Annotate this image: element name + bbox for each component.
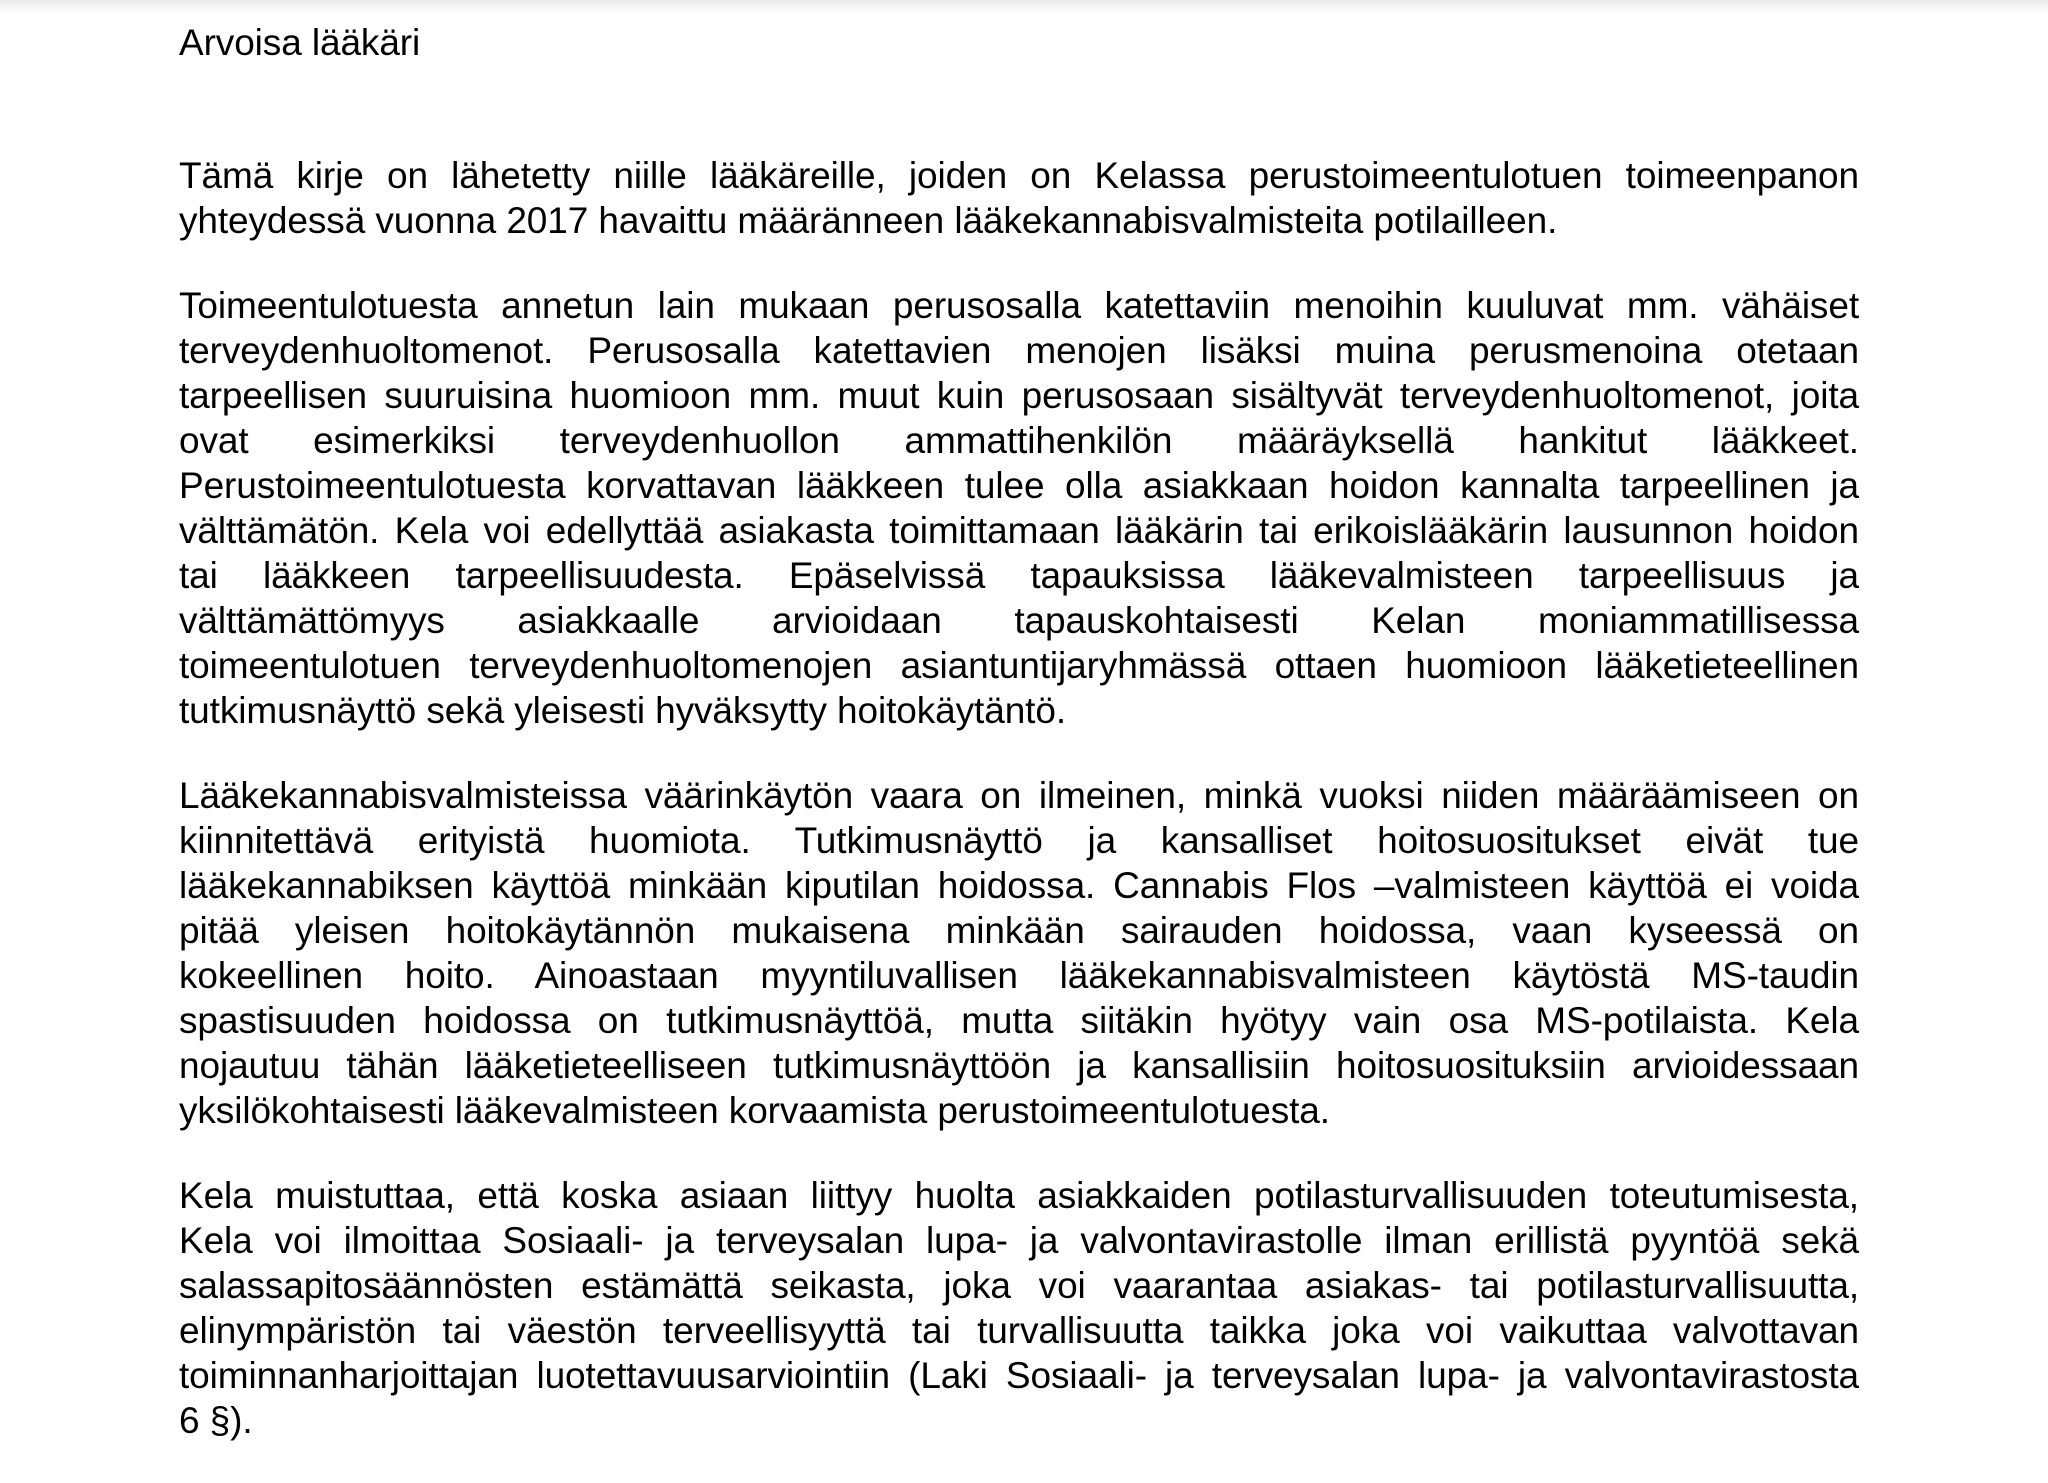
- text-line: välttämätön. Kela voi edellyttää asiakasta toimittamaan lääkärin tai erikoislääkärin lausunnon hoidon: [179, 510, 1859, 551]
- text-line: pitää yleisen hoitokäytännön mukaisena minkään sairauden hoidossa, vaan kyseessä on: [179, 910, 1859, 951]
- text-line: Perustoimeentulotuesta korvattavan lääkkeen tulee olla asiakkaan hoidon kannalta tarpeellinen ja: [179, 465, 1859, 506]
- text-line: Kela muistuttaa, että koska asiaan liittyy huolta asiakkaiden potilasturvallisuuden toteutumisesta,: [179, 1175, 1859, 1216]
- text-line: Toimeentulotuesta annetun lain mukaan perusosalla katettaviin menoihin kuuluvat mm. vähäiset: [179, 285, 1859, 326]
- text-line: yksilökohtaisesti lääkevalmisteen korvaamista perustoimeentulotuesta.: [179, 1090, 1330, 1131]
- salutation: Arvoisa lääkäri: [179, 22, 421, 63]
- letter-paragraphs: [179, 153, 1859, 1443]
- top-shadow: [0, 0, 2048, 15]
- text-line: toimeentulotuen terveydenhuoltomenojen asiantuntijaryhmässä ottaen huomioon lääketieteellinen: [179, 645, 1859, 686]
- text-line: toiminnanharjoittajan luotettavuusarviointiin (Laki Sosiaali- ja terveysalan lupa- ja valvontavirastosta: [179, 1355, 1859, 1396]
- text-line: kiinnitettävä erityistä huomiota. Tutkimusnäyttö ja kansalliset hoitosuositukset eivät tue: [179, 820, 1859, 861]
- paragraph: [179, 153, 1859, 243]
- text-line: spastisuuden hoidossa on tutkimusnäyttöä, mutta siitäkin hyötyy vain osa MS-potilaista. Kela: [179, 1000, 1859, 1041]
- text-line: Tämä kirje on lähetetty niille lääkäreille, joiden on Kelassa perustoimeentulotuen toimeenpanon: [179, 155, 1859, 196]
- text-line: elinympäristön tai väestön terveellisyyttä tai turvallisuutta taikka joka voi vaikuttaa valvottavan: [179, 1310, 1859, 1351]
- letter-content: [179, 20, 1859, 1483]
- text-line: 6 §).: [179, 1400, 253, 1441]
- text-line: kokeellinen hoito. Ainoastaan myyntiluvallisen lääkekannabisvalmisteen käytöstä MS-taudin: [179, 955, 1859, 996]
- text-line: välttämättömyys asiakkaalle arvioidaan tapauskohtaisesti Kelan moniammatillisessa: [179, 600, 1859, 641]
- text-line: tai lääkkeen tarpeellisuudesta. Epäselvissä tapauksissa lääkevalmisteen tarpeellisuus ja: [179, 555, 1859, 596]
- text-line: salassapitosäännösten estämättä seikasta, joka voi vaarantaa asiakas- tai potilasturvallisuutta,: [179, 1265, 1859, 1306]
- text-line: tutkimusnäyttö sekä yleisesti hyväksytty hoitokäytäntö.: [179, 690, 1067, 731]
- text-line: lääkekannabiksen käyttöä minkään kiputilan hoidossa. Cannabis Flos –valmisteen käyttöä ei voida: [179, 865, 1859, 906]
- paragraph: [179, 773, 1859, 1133]
- text-line: yhteydessä vuonna 2017 havaittu määränneen lääkekannabisvalmisteita potilailleen.: [179, 200, 1558, 241]
- text-line: nojautuu tähän lääketieteelliseen tutkimusnäyttöön ja kansallisiin hoitosuosituksiin arvioidessaan: [179, 1045, 1859, 1086]
- text-line: ovat esimerkiksi terveydenhuollon ammattihenkilön määräyksellä hankitut lääkkeet.: [179, 420, 1859, 461]
- paragraph: [179, 1173, 1859, 1443]
- text-line: Kela voi ilmoittaa Sosiaali- ja terveysalan lupa- ja valvontavirastolle ilman erillistä pyyntöä sekä: [179, 1220, 1859, 1261]
- text-line: Lääkekannabisvalmisteissa väärinkäytön vaara on ilmeinen, minkä vuoksi niiden määräämiseen on: [179, 775, 1859, 816]
- text-line: terveydenhuoltomenot. Perusosalla katettavien menojen lisäksi muina perusmenoina otetaan: [179, 330, 1859, 371]
- paragraph: [179, 283, 1859, 733]
- text-line: tarpeellisen suuruisina huomioon mm. muut kuin perusosaan sisältyvät terveydenhuoltomenot, joita: [179, 375, 1859, 416]
